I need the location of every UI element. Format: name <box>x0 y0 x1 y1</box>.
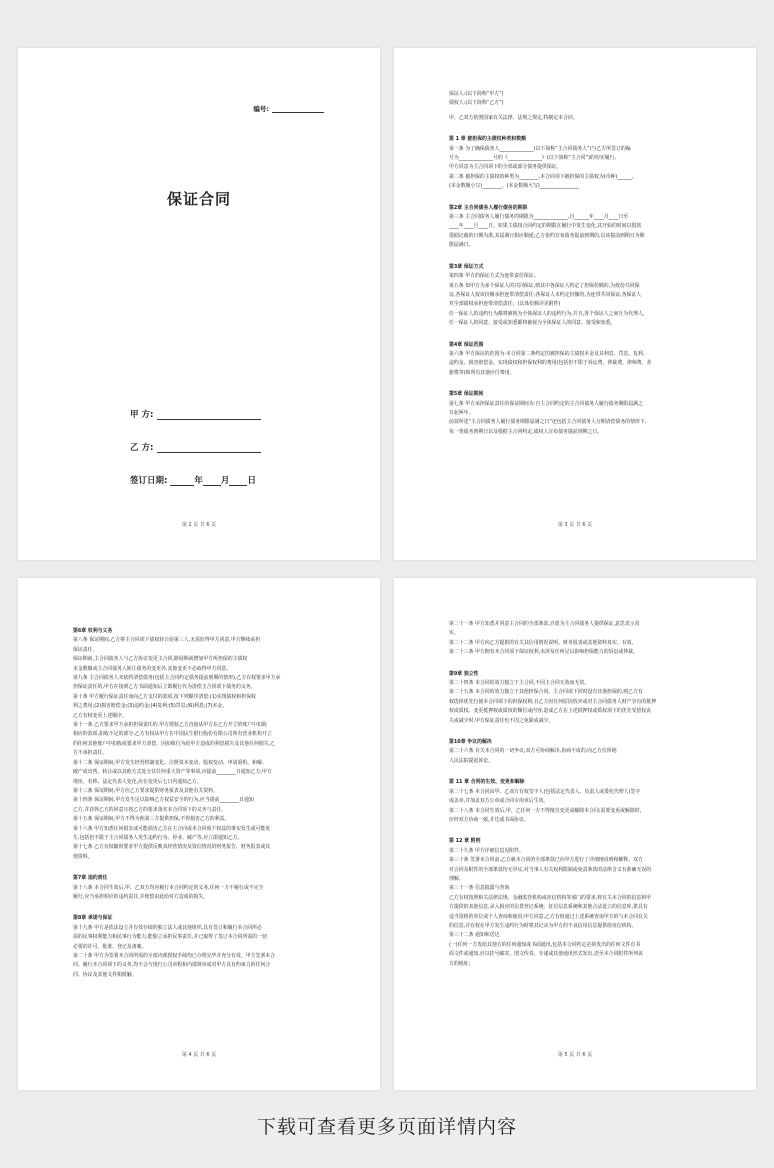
text-line: 第十二条 保证期间,甲方发生经营机制变化、注册资本变动、股权变动、申请重组、和解、 <box>73 759 267 766</box>
text-line: 甲方同意为主合同项下的全部或部分债务提供保证。 <box>449 164 562 171</box>
text-line: 乙方有权按照相关法律法规、金融监管机构或征信机构等部门的要求,将有关本合同的信息和甲 <box>449 894 652 901</box>
spacer <box>449 726 734 731</box>
page-body <box>449 620 734 969</box>
text-line: 借据记载的日期为准,其届满日相应顺延;乙方依约宣布债务提前到期的,以该提前到期日为期 <box>449 232 645 239</box>
text-line: ____年____月____日。如果主债权合同约定的期限在履行中发生变化,其开始的时间以借款 <box>449 223 642 230</box>
text-line: 同、履行本合同项下的义务,均不会与现行公司章程和内部规章或对甲方具有约束力的任何合 <box>73 962 271 969</box>
text-line: 必要的许可、批准、登记及备案。 <box>73 943 147 950</box>
text-line: 的信息,并有权在甲方发生违约行为时将其记录为甲方的不良信用信息提供给征信机构。 <box>449 922 637 929</box>
party-b-row <box>130 441 261 453</box>
text-line: 的任何其他账户中扣收或要求甲方清偿。因扣收行为给甲方造成的利息损失及其他任何损失,乙 <box>73 740 276 747</box>
chapter-heading: 第3章 保证方式 <box>449 263 484 270</box>
text-line: 第八条 保证期间,乙方将主合同项下债权转让给第三人,无需征得甲方同意,甲方继续承担 <box>73 637 261 644</box>
party-b-label: 乙 方: <box>130 443 154 453</box>
page-body <box>449 90 734 437</box>
text-line: 证,各保证人按该份额承担连带清偿责任;各保证人未约定份额的,为连带共同保证,各保证人 <box>449 291 642 298</box>
text-line: 第二十三条 甲方拥有本合同项下保证权利,未涉及任何足以影响担保能力的诉讼或仲裁。 <box>449 649 638 656</box>
text-line: 债权人:(以下简称“乙方”) <box>449 100 504 107</box>
text-line: 第十六条 甲方知悉任何损害或可能损害乙方在主合同或本合同项下权益的事实发生或可能发 <box>73 825 271 832</box>
text-line: 需的民事权利能力和民事行为能力,能独立承担民事责任,并已取得了签订本合同所需的一切 <box>73 934 267 941</box>
page-footer: 第 3 页 共 6 页 <box>557 522 593 528</box>
spacer <box>449 251 734 256</box>
chapter-heading: 第 12 章 附则 <box>449 838 481 845</box>
text-line: 或盖章,并加盖双方公章或合同专用章后生效。 <box>449 798 549 805</box>
contract-number-label: 编号: <box>253 105 269 113</box>
text-line: 第六条 甲方保证的范围为:本合同第二条约定的被担保的主债权本金及其利息、罚息、复利、 <box>449 350 648 357</box>
signing-date-label: 签订日期: <box>130 476 168 486</box>
text-line: 人民法院提起诉讼。 <box>449 757 494 764</box>
text-line: 第十三条 保证期间,甲方应乙方要求提供财务报表及其他有关资料。 <box>73 787 218 794</box>
text-line: 权选择优先行使本合同项下的担保权利,且乙方因任何原因放弃或对主合同债务人财产享有的抵押 <box>449 698 656 705</box>
cover-page <box>18 48 380 560</box>
text-line: 第一条 为了确保债务人______________(以下简称“主合同债务人”)与乙方所签订的编 <box>449 145 631 152</box>
chapter-heading: 第6章 权利与义务 <box>73 628 113 634</box>
chapter-heading: 第9章 独立性 <box>449 670 479 677</box>
text-line: 第十一条 乙方要求甲方承担担保责任的,甲方授权乙方直接从甲方在乙方开立的账户中扣收 <box>73 722 267 729</box>
spacer <box>449 378 734 383</box>
text-line: 理解。 <box>449 875 464 882</box>
party-a-blank <box>157 410 261 420</box>
spacer <box>449 192 734 197</box>
text-line: 前款所述“主合同债务人履行债务期限届满之日”还包括主合同债务人分期清偿债务的情形下, <box>449 419 647 426</box>
text-line: 第二十一条 甲方知悉并同意主合同的全部条款,自愿为主合同债务人提供保证,意思表示真 <box>449 621 640 627</box>
chapter-heading: 第7章 违约责任 <box>73 875 108 882</box>
text-line: 保证人:(以下简称“甲方”) <box>449 91 504 97</box>
spacer <box>449 825 734 830</box>
text-line: 第二条 被担保的主债权的种类为________,本合同项下被担保的主债权为(币种)______, <box>449 173 634 180</box>
day-label: 日 <box>247 476 256 486</box>
chapter-heading: 第2章 主合同债务人履行债务的期限 <box>449 204 528 211</box>
spacer <box>449 123 734 128</box>
text-line: 第十七条 乙方有权随时要求甲方提供反映其经营情况及资信情况的财务报告、财务报表或其 <box>73 844 271 851</box>
text-line: 第二十九条 甲方详细信息见附件。 <box>449 847 524 854</box>
text-line: 每一笔债务到期日以及根据主合同约定,债权人宣布债务提前到期之日。 <box>449 428 603 435</box>
chapter-heading: 第4章 保证范围 <box>449 341 484 348</box>
text-line: 任一保证人的违约行为都将被视为全体保证人的违约行为,并且,各个保证人之间互为代理人, <box>449 310 645 317</box>
document-title: 保证合同 <box>166 190 231 208</box>
text-line: 履行,应当承担相应的违约责任,并赔偿由此给对方造成的损失。 <box>73 893 209 900</box>
text-line: 第四条 甲方的保证方式为连带责任保证。 <box>449 273 539 280</box>
text-line: 限届满日。 <box>449 242 474 249</box>
text-line: 违约金、损害赔偿金、实现债权和担保权利的费用(包括但不限于诉讼费、仲裁费、律师费、差 <box>449 360 652 367</box>
text-line: 同、协议及其他文件相抵触。 <box>73 971 137 978</box>
text-line: 第三十二条 通知和送达 <box>449 932 500 939</box>
page-footer: 第 2 页 共 6 页 <box>181 522 217 528</box>
text-line: (本金数额小写)________。(本金数额大写)________________ <box>449 183 579 190</box>
text-line: (一)任何一方发给其他方的任何通知或书面通讯,包括本合同约定必须发出的任何文件有书 <box>449 941 641 948</box>
month-label: 月 <box>220 476 230 486</box>
text-line: 利之费用;(2)损害赔偿金;(3)违约金;(4)复利;(5)罚息;(6)利息;(7)本金。 <box>73 703 228 710</box>
text-line: 第三条 主合同债务人履行债务的期限为______________,自______年____月____日至 <box>449 214 629 221</box>
page-body <box>73 620 358 980</box>
text-line: 第十八条 本合同生效后,甲、乙双方均应履行本合同约定的义务,任何一方不履行或不完全 <box>73 884 264 891</box>
text-line: 方不承担责任。 <box>73 750 108 757</box>
text-line: 第十五条 保证期间,甲方不得为他第三方提供担保,不得损害乙方的利益。 <box>73 816 230 823</box>
text-line: 方提供的其他信息,录入相应的信贷登记系统、征信信息系统和其他合法设立的信息库,供具有 <box>449 904 648 911</box>
text-line: 本金数额或主合同债务人转让债务的变更外,其他变更不必取得甲方同意。 <box>73 665 232 672</box>
party-b-blank <box>157 443 261 453</box>
text-line: 生,包括但不限于主合同债务人发生违约行为、停业、破产等,应立即通知乙方。 <box>73 834 243 841</box>
chapter-heading: 第 11 章 合同的生效、变更和解除 <box>449 779 525 786</box>
contract-page-4 <box>18 578 380 1090</box>
year-blank <box>170 476 194 486</box>
download-caption: 下载可查看更多页面详情内容 <box>256 1116 517 1138</box>
text-line: 第二十七条 本合同由甲、乙双方有权签字人(包括法定代表人、负责人或委托代理人)签字 <box>449 788 641 795</box>
contract-number-blank <box>272 106 324 113</box>
text-line: 应经双方协商一致,并达成书面协议。 <box>449 816 529 823</box>
text-line: 任一保证人的同意、接受或知悉都将被视为全体保证人的同意、接受和知悉。 <box>449 320 616 327</box>
spacer <box>449 329 734 334</box>
text-line: 号为______________号的《______________》(以下简称“主合同”)的切实履行, <box>449 155 616 162</box>
day-blank <box>229 476 247 486</box>
text-line: 对合同及附件的全部条款均无异议,对当事人有关权利限制或免责条款的法律含义有准确无误的 <box>449 866 652 873</box>
text-line: 乙方,并获得乙方的同意且按乙方的要求落实本合同项下的义务与责任。 <box>73 806 227 813</box>
month-blank <box>203 476 221 486</box>
text-line: 他资料。 <box>73 853 93 860</box>
text-line: 适当资格的单位或个人查询和使用;甲方同意,乙方有权通过上述系统查询甲方的与本合同有关 <box>449 913 648 920</box>
text-line: 第二十二条 甲方向乙方提供的有关其信用情况说明、财务报表或其他资料真实、有效。 <box>449 639 637 646</box>
text-line: 失或减少时,甲方保证责任也不因之免除或减少。 <box>449 717 554 724</box>
text-line: 实。 <box>449 630 459 637</box>
chapter-heading: 第 1 章 被担保的主债权种类和数额 <box>449 136 526 143</box>
text-line: 甲、乙双方依照国家有关法律、法规之规定,特制定本合同。 <box>449 114 578 121</box>
text-line: 第十四条 保证期间,甲方发生足以影响乙方权益安全的行为,应当提前________日通知 <box>73 797 254 804</box>
text-line: 第二十八条 本合同生效后,甲、乙任何一方不得擅自变更或解除本合同;需要变更或解除时, <box>449 807 642 814</box>
text-line: 方的地址; <box>449 960 471 967</box>
spacer <box>73 862 358 867</box>
text-line: 地址、名称、法定代表人变化,应在变更后七日内通知乙方。 <box>73 778 202 785</box>
text-line: 担保证责任的,甲方在接到乙方书面通知后立即履行代为清偿主合同项下债务的义务。 <box>73 684 256 691</box>
text-line: 旅费等)和所有其他应付费用。 <box>449 369 515 376</box>
contract-page-5 <box>394 578 756 1090</box>
text-line: 权或质权、变更抵押权或质权的顺位或内容,造成乙方在上述抵押权或质权项下的优先受偿权丧 <box>449 708 652 715</box>
text-line: 第二十四条 本合同的效力独立于主合同,不因主合同无效而无效。 <box>449 680 590 687</box>
text-line: 相应的款项,扣收不足的部分,乙方有权从甲方在中国民生银行股份有限公司所有营业机构开立 <box>73 731 272 738</box>
text-line: 对全部债权承担连带清偿责任。(具体份额详见附件) <box>449 301 561 308</box>
text-line: 第九条 主合同债务人未依约清偿债务(包括主合同约定债务提前到期的情形),乙方有权要求甲方承 <box>73 675 281 682</box>
signing-date-row <box>130 474 256 486</box>
spacer <box>73 902 358 907</box>
chapter-heading: 第5章 保证期间 <box>449 391 484 398</box>
page-footer: 第 5 页 共 6 页 <box>557 1052 593 1058</box>
text-line: 面文件或通知,应以挂号邮寄、图文传真、专递或其他通讯形式发出,送至本合同附件所列该 <box>449 951 643 958</box>
page-footer: 第 4 页 共 6 页 <box>181 1052 217 1058</box>
spacer <box>449 658 734 663</box>
party-a-row <box>130 408 261 420</box>
text-line: 第七条 甲方承担保证责任的保证期间为:自主合同约定的主合同债务人履行债务期限届满之 <box>449 400 643 407</box>
contract-page-3 <box>394 48 756 560</box>
text-line: 保证责任。 <box>73 646 98 653</box>
chapter-heading: 第8章 承诺与保证 <box>73 915 113 922</box>
text-line: 第五条 如甲方为多个保证人的共同保证,则其中各保证人约定了担保份额的,为按份共同保 <box>449 282 640 289</box>
chapter-heading: 第10章 争议的解决 <box>449 739 492 746</box>
text-line: 保证期间,主合同债务人与乙方协议变更主合同,除展期或增加甲方所担保的主债权 <box>73 656 248 663</box>
text-line: 破产或出售、转让或以其他方式处分其任何重大资产等事项,应提前________日通知乙方;甲方 <box>73 769 272 776</box>
text-line: 乙方有权变更上述顺序。 <box>73 712 127 719</box>
text-line: 第三十条 签署本合同前,乙方就本合同的全部条款已向甲方进行了详细地说明和解释。双方 <box>449 857 643 864</box>
year-label: 年 <box>194 476 203 486</box>
text-line: 第二十六条 有关本合同的一切争议,双方可协商解决,协商不成的,向乙方住所地 <box>449 748 617 755</box>
spacer <box>449 766 734 771</box>
party-a-label: 甲 方: <box>130 410 154 420</box>
text-line: 第三十一条 信息披露与查询 <box>449 885 510 892</box>
text-line: 第十九条 甲方是依法设立并有效存续的独立法人或其他组织,具有签订和履行本合同所必 <box>73 924 262 931</box>
text-line: 第二十条 甲方为签署本合同所需的全部内部授权手续均已办理完毕并充分有效。甲方签署本合 <box>73 953 276 959</box>
text-line: 第二十五条 本合同的效力独立于其他担保合同。主合同项下同时设有其他担保的,则乙方有 <box>449 689 643 696</box>
text-line: 第十条 甲方履行保证责任而向乙方支付的款项,按下列顺序清偿:(1)实现债权和担保权 <box>73 693 256 700</box>
contract-number <box>253 104 324 113</box>
text-line: 日起两年。 <box>449 409 474 416</box>
